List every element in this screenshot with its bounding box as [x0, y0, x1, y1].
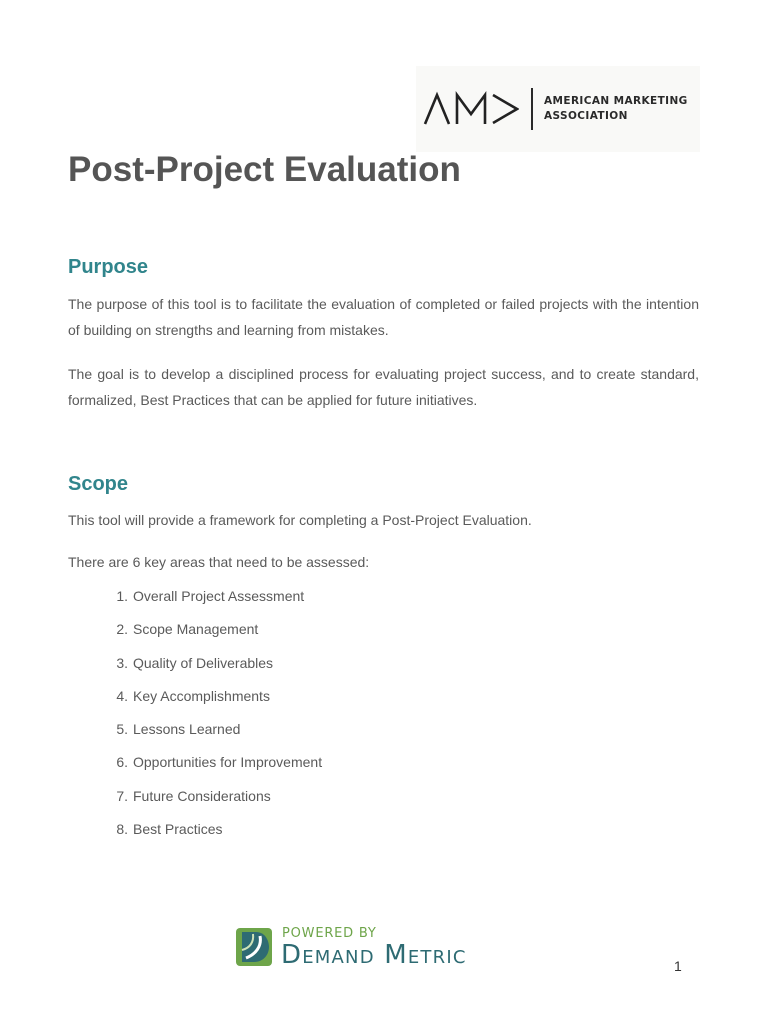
demand-metric-mark-icon: [236, 928, 272, 966]
list-item-number: 3.: [116, 654, 128, 671]
ama-logo: [416, 66, 700, 152]
purpose-heading: Purpose: [68, 256, 149, 278]
document-title: Post-Project Evaluation: [68, 150, 461, 189]
purpose-paragraph-2: The goal is to develop a disciplined process for evaluating project success, and to create standard, formalized, Best Practices that can be applied for future initiatives.: [68, 366, 699, 408]
list-item-label: Overall Project Assessment: [133, 588, 305, 604]
list-item-number: 7.: [116, 787, 128, 804]
ama-org-line1: AMERICAN MARKETING: [544, 95, 688, 107]
list-item-label: Quality of Deliverables: [133, 654, 274, 671]
ama-org-line2: ASSOCIATION: [544, 110, 628, 122]
list-item-label: Future Considerations: [133, 787, 271, 804]
list-item-label: Lessons Learned: [133, 721, 241, 738]
list-item-label: Opportunities for Improvement: [133, 754, 323, 771]
list-item-number: 8.: [116, 821, 128, 838]
list-item-number: 4.: [116, 687, 128, 704]
purpose-paragraph-1: The purpose of this tool is to facilitate the evaluation of completed or failed projects with the intention of building on strengths and learning from mistakes.: [68, 296, 699, 338]
demand-metric-name: Demand Metric: [281, 940, 467, 970]
list-item-label: Key Accomplishments: [133, 687, 270, 704]
list-item-number: 6.: [116, 754, 128, 771]
ama-brand-mark-icon: [423, 90, 519, 128]
list-item-label: Best Practices: [133, 821, 223, 838]
ama-divider: [531, 88, 533, 130]
powered-by-text: POWERED BY: [282, 926, 377, 941]
ama-organization-name: [544, 94, 688, 124]
list-item-number: 2.: [116, 621, 128, 638]
demand-metric-logo: [236, 926, 546, 970]
scope-paragraph-1: This tool will provide a framework for completing a Post-Project Evaluation.: [68, 512, 532, 528]
list-item-number: 5.: [116, 721, 128, 738]
scope-heading: Scope: [68, 473, 129, 495]
page-number: 1: [674, 958, 682, 974]
list-item-label: Scope Management: [133, 621, 259, 638]
scope-paragraph-2: There are 6 key areas that need to be assessed:: [68, 554, 370, 570]
list-item-number: 1.: [116, 588, 128, 604]
